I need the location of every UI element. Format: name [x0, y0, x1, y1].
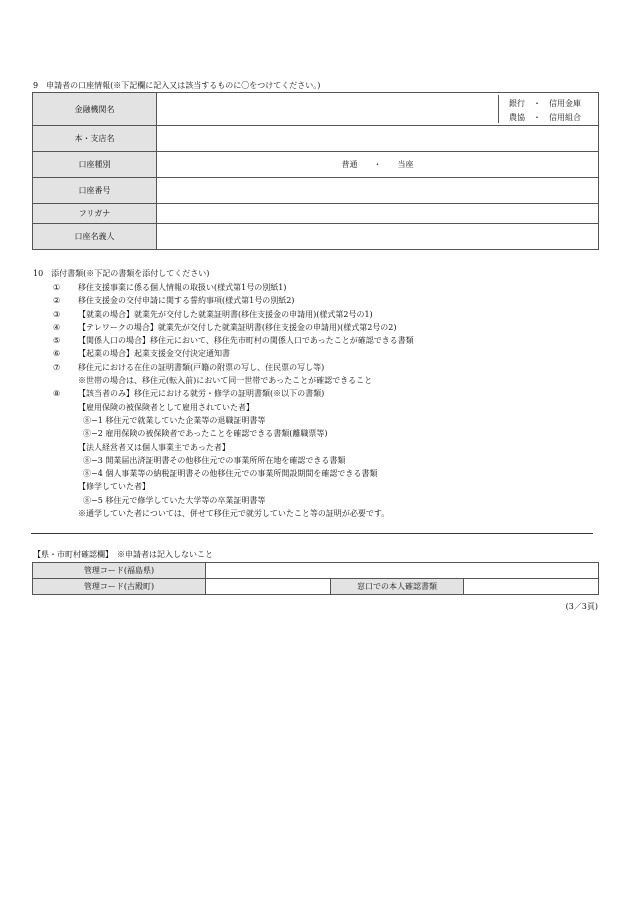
furigana-label: フリガナ — [33, 204, 157, 224]
page-number: (3／3頁) — [565, 602, 598, 611]
item-text: 移住支援金の交付申請に関する誓約事項(様式第1号の別紙2) — [78, 296, 295, 306]
bank-type-options[interactable] — [498, 95, 598, 123]
list-item — [33, 308, 603, 321]
confirmation-table — [32, 562, 599, 595]
item-8-subheading: 【雇用保険の被保険者として雇用されていた者】 — [78, 402, 254, 412]
account-number-label: 口座番号 — [33, 178, 157, 204]
item-text: 【起業の場合】起業支援金交付決定通知書 — [78, 349, 230, 359]
furigana-field[interactable] — [157, 204, 599, 224]
fukushima-code-label: 管理コード(福島県) — [33, 563, 206, 579]
section-9-title: 9 申請者の口座情報(※下記欄に記入又は該当するものに〇をつけてください。) — [33, 81, 321, 90]
item-text: 【関係人口の場合】移住元において、移住先市町村の関係人口であったことが確認できる書類 — [78, 336, 414, 346]
account-type-label: 口座種別 — [33, 152, 157, 178]
furudono-code-field[interactable] — [206, 579, 331, 595]
attachment-list — [33, 281, 603, 520]
item-number: ⑦ — [53, 362, 61, 372]
item-8-subitem: ⑧−4 個人事業等の納税証明書その他移住元での事業所開設期間を確認できる書類 — [83, 469, 378, 479]
account-holder-label: 口座名義人 — [33, 224, 157, 250]
item-number: ③ — [53, 309, 61, 319]
item-number: ⑤ — [53, 336, 61, 346]
item-8-note: ※通学していた者については、併せて移住元で就労していたこと等の証明が必要です。 — [78, 509, 390, 519]
item-text: 【就業の場合】就業先が交付した就業証明書(移住支援金の申請用)(様式第2号の1) — [78, 309, 373, 319]
item-8-subitem: ⑧−5 移住元で修学していた大学等の卒業証明書等 — [83, 495, 266, 505]
confirmation-title: 【県・市町村確認欄】 ※申請者は記入しないこと — [33, 550, 213, 559]
id-check-field[interactable] — [464, 579, 599, 595]
item-number: ⑥ — [53, 349, 61, 359]
section-10-title: 10 添付書類(※下記の書類を添付してください) — [33, 269, 210, 278]
account-holder-field[interactable] — [157, 224, 599, 250]
item-8-subitem: ⑧−2 雇用保険の被保険者であったことを確認できる書類(離職票等) — [83, 429, 328, 439]
furudono-code-label: 管理コード(古殿町) — [33, 579, 206, 595]
item-text: 【該当者のみ】移住元における就労・修学の証明書類(※以下の書類) — [78, 389, 325, 399]
item-7-note: ※世帯の場合は、移住元(転入前)において同一世帯であったことが確認できること — [78, 376, 373, 386]
item-number: ④ — [53, 322, 61, 332]
item-number: ⑧ — [53, 389, 61, 399]
list-item — [33, 387, 603, 400]
item-text: 移住元における在住の証明書類(戸籍の附票の写し、住民票の写し等) — [78, 362, 325, 372]
section-divider — [31, 533, 593, 534]
item-number: ① — [53, 283, 61, 292]
bank-name-label: 金融機関名 — [33, 93, 157, 126]
item-8-subitem: ⑧−1 移住元で就業していた企業等の退職証明書等 — [83, 415, 266, 425]
bank-account-table — [32, 92, 599, 250]
item-text: 移住支援事業に係る個人情報の取扱い(様式第1号の別紙1) — [78, 283, 287, 292]
id-check-label: 窓口での本人確認書類 — [331, 579, 464, 595]
bank-name-field[interactable] — [157, 93, 599, 126]
item-8-subheading: 【修学していた者】 — [78, 482, 150, 492]
bank-option-line1[interactable]: 銀行 ・ 信用金庫 — [509, 99, 581, 108]
item-8-subitem: ⑧−3 開業届出済証明書その他移住元での事業所所在地を確認できる書類 — [83, 455, 346, 465]
bank-option-line2[interactable]: 農協 ・ 信用組合 — [509, 113, 581, 122]
branch-name-field[interactable] — [157, 126, 599, 152]
list-item — [33, 361, 603, 374]
fukushima-code-field[interactable] — [206, 563, 599, 579]
list-item — [33, 347, 603, 360]
item-8-subheading: 【法人経営者又は個人事業主であった者】 — [78, 442, 230, 452]
list-item — [33, 281, 603, 294]
item-number: ② — [53, 296, 61, 306]
account-number-field[interactable] — [157, 178, 599, 204]
list-item — [33, 321, 603, 334]
item-text: 【テレワークの場合】就業先が交付した就業証明書(移住支援金の申請用)(様式第2号の2) — [78, 322, 397, 332]
branch-name-label: 本・支店名 — [33, 126, 157, 152]
account-type-options[interactable]: 普通 ・ 当座 — [157, 152, 599, 178]
list-item — [33, 294, 603, 307]
list-item — [33, 334, 603, 347]
